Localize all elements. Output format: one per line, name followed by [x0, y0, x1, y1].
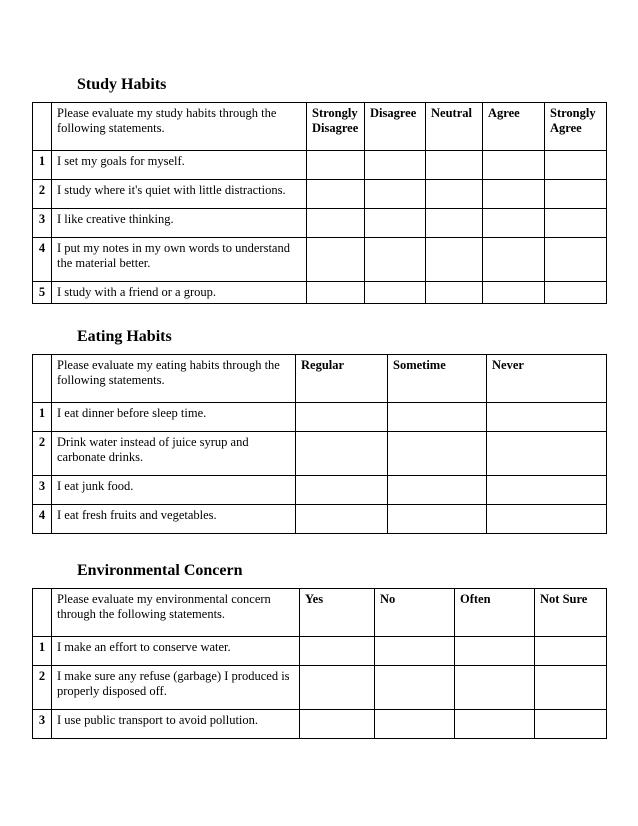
col-yes: Yes: [300, 589, 375, 637]
study-habits-table: [32, 102, 607, 304]
rating-cell-strongly-agree[interactable]: [545, 209, 607, 238]
row-number: 3: [33, 209, 52, 238]
table-row: [33, 637, 607, 666]
table-row: [33, 505, 607, 534]
table-row: [33, 403, 607, 432]
rating-cell-disagree[interactable]: [365, 282, 426, 304]
row-number: 2: [33, 666, 52, 710]
col-agree: Agree: [483, 103, 545, 151]
row-number: 1: [33, 151, 52, 180]
rating-cell-yes[interactable]: [300, 710, 375, 739]
rating-cell-agree[interactable]: [483, 209, 545, 238]
rating-cell-strongly-agree[interactable]: [545, 282, 607, 304]
table-row: [33, 666, 607, 710]
rating-cell-regular[interactable]: [296, 403, 388, 432]
eating-habits-title: Eating Habits: [77, 328, 172, 345]
col-no: No: [375, 589, 455, 637]
row-number: 4: [33, 238, 52, 282]
rating-cell-regular[interactable]: [296, 505, 388, 534]
rating-cell-often[interactable]: [455, 710, 535, 739]
col-disagree: Disagree: [365, 103, 426, 151]
rating-cell-often[interactable]: [455, 666, 535, 710]
rating-cell-neutral[interactable]: [426, 209, 483, 238]
rating-cell-never[interactable]: [487, 432, 607, 476]
statement: I set my goals for myself.: [52, 151, 307, 180]
row-number: 4: [33, 505, 52, 534]
rating-cell-never[interactable]: [487, 505, 607, 534]
statement: I make an effort to conserve water.: [52, 637, 300, 666]
rating-cell-agree[interactable]: [483, 282, 545, 304]
rating-cell-strongly-agree[interactable]: [545, 238, 607, 282]
table-row: [33, 209, 607, 238]
environmental-concern-title: Environmental Concern: [77, 562, 243, 579]
row-number: 1: [33, 637, 52, 666]
rating-cell-strongly-disagree[interactable]: [307, 180, 365, 209]
rating-cell-strongly-agree[interactable]: [545, 151, 607, 180]
rating-cell-disagree[interactable]: [365, 238, 426, 282]
rating-cell-sometime[interactable]: [388, 476, 487, 505]
rating-cell-yes[interactable]: [300, 637, 375, 666]
col-strongly-disagree: Strongly Disagree: [307, 103, 365, 151]
rating-cell-agree[interactable]: [483, 151, 545, 180]
rating-cell-never[interactable]: [487, 476, 607, 505]
row-number: 5: [33, 282, 52, 304]
header-blank-cell: [33, 589, 52, 637]
rating-cell-strongly-agree[interactable]: [545, 180, 607, 209]
rating-cell-disagree[interactable]: [365, 151, 426, 180]
rating-cell-neutral[interactable]: [426, 282, 483, 304]
rating-cell-strongly-disagree[interactable]: [307, 238, 365, 282]
table-row: [33, 710, 607, 739]
rating-cell-neutral[interactable]: [426, 180, 483, 209]
table-header-row: [33, 355, 607, 403]
rating-cell-regular[interactable]: [296, 476, 388, 505]
table-header-row: [33, 103, 607, 151]
statement: Drink water instead of juice syrup and carbonate drinks.: [52, 432, 296, 476]
rating-cell-never[interactable]: [487, 403, 607, 432]
statement: I eat dinner before sleep time.: [52, 403, 296, 432]
row-number: 2: [33, 432, 52, 476]
rating-cell-disagree[interactable]: [365, 180, 426, 209]
rating-cell-strongly-disagree[interactable]: [307, 282, 365, 304]
rating-cell-not-sure[interactable]: [535, 637, 607, 666]
rating-cell-strongly-disagree[interactable]: [307, 151, 365, 180]
statement: I study where it's quiet with little distractions.: [52, 180, 307, 209]
statement: I study with a friend or a group.: [52, 282, 307, 304]
rating-cell-disagree[interactable]: [365, 209, 426, 238]
rating-cell-not-sure[interactable]: [535, 710, 607, 739]
environmental-concern-table: [32, 588, 607, 739]
header-blank-cell: [33, 103, 52, 151]
table-row: [33, 432, 607, 476]
row-number: 3: [33, 710, 52, 739]
rating-cell-often[interactable]: [455, 637, 535, 666]
table-row: [33, 476, 607, 505]
header-blank-cell: [33, 355, 52, 403]
statement: I like creative thinking.: [52, 209, 307, 238]
row-number: 3: [33, 476, 52, 505]
table-row: [33, 282, 607, 304]
rating-cell-strongly-disagree[interactable]: [307, 209, 365, 238]
col-strongly-agree: Strongly Agree: [545, 103, 607, 151]
rating-cell-regular[interactable]: [296, 432, 388, 476]
rating-cell-yes[interactable]: [300, 666, 375, 710]
col-never: Never: [487, 355, 607, 403]
table-row: [33, 238, 607, 282]
row-number: 1: [33, 403, 52, 432]
eating-prompt: Please evaluate my eating habits through the following statements.: [52, 355, 296, 403]
statement: I put my notes in my own words to understand the material better.: [52, 238, 307, 282]
study-prompt: Please evaluate my study habits through the following statements.: [52, 103, 307, 151]
rating-cell-neutral[interactable]: [426, 151, 483, 180]
col-often: Often: [455, 589, 535, 637]
table-row: [33, 151, 607, 180]
rating-cell-no[interactable]: [375, 637, 455, 666]
rating-cell-sometime[interactable]: [388, 403, 487, 432]
eating-habits-table: [32, 354, 607, 534]
statement: I use public transport to avoid pollution.: [52, 710, 300, 739]
rating-cell-agree[interactable]: [483, 238, 545, 282]
statement: I make sure any refuse (garbage) I produced is properly disposed off.: [52, 666, 300, 710]
study-habits-title: Study Habits: [77, 76, 167, 93]
col-sometime: Sometime: [388, 355, 487, 403]
environment-prompt: Please evaluate my environmental concern through the following statements.: [52, 589, 300, 637]
rating-cell-not-sure[interactable]: [535, 666, 607, 710]
table-header-row: [33, 589, 607, 637]
rating-cell-no[interactable]: [375, 710, 455, 739]
statement: I eat junk food.: [52, 476, 296, 505]
col-regular: Regular: [296, 355, 388, 403]
col-neutral: Neutral: [426, 103, 483, 151]
col-not-sure: Not Sure: [535, 589, 607, 637]
rating-cell-sometime[interactable]: [388, 505, 487, 534]
rating-cell-agree[interactable]: [483, 180, 545, 209]
row-number: 2: [33, 180, 52, 209]
statement: I eat fresh fruits and vegetables.: [52, 505, 296, 534]
rating-cell-no[interactable]: [375, 666, 455, 710]
rating-cell-sometime[interactable]: [388, 432, 487, 476]
table-row: [33, 180, 607, 209]
rating-cell-neutral[interactable]: [426, 238, 483, 282]
